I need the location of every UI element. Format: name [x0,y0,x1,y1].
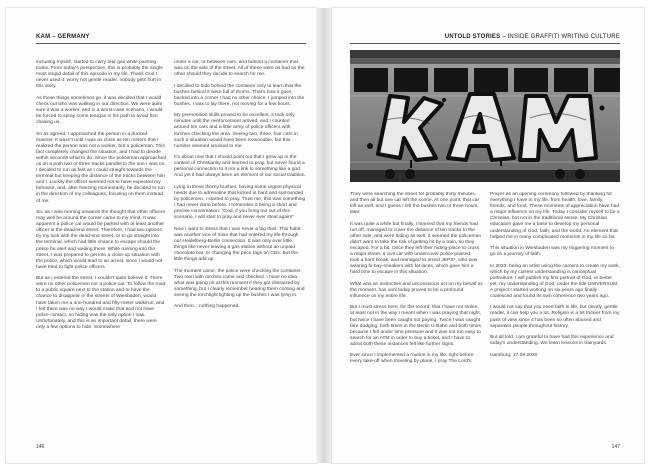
right-page-column-1 [350,192,482,436]
graffiti-train-photo [350,50,620,182]
paragraph: And then... nothing happened. [174,304,240,310]
paragraph: But all told, I am grateful to have had this experience and today's understanding. We learn lessons in trainyards. [490,335,614,347]
paragraph: It's about now that I should point out that I grew up in the context of Christianity and learned to pray, but never found a personal connection to it nor a link to something like a god. And yet it had always been an element of our social tradition. [174,155,306,179]
paragraph: I decided to hide behind the container only to learn that the bushes behind it were full of thorns. That's how it goes, backed into a corner I had no other choice. I jumped into the bushes. I was to lay there, not moving for a few hours. [174,83,305,107]
paragraph: So as agreed, I approached the person in a ducked manner. It wasn't until I was as close as ten meters that I realized the person was not a worker, but a policeman. This fact completely changed the situation, and I had to decide within seconds what to do. Since the policeman approached us on a path two or three tracks parallel to the one I was on, I decided to run as fast as I could straight towards the terminal but keeping the distance of the tracks between him and I. Luckily the officer seemed not to have expected my behavior, and, after freezing momentarily, he decided to run in the direction of my colleagues, focusing on them instead of me. [36,131,166,204]
paragraph: But I must stress here, for the record, that I have not stolen, at least not in the way I meant when I was praying that night, but twice I have been caught not paying. Twice I was caught fare dodging, both times in the Berlin U-Bahn and both times because I felt under time pressure and it was not too easy to search for an ATM in order to buy a ticket, and I have to admit both these instances felt like further signs. [350,305,482,347]
book-gutter [316,8,332,463]
right-page [332,8,644,463]
paragraph: This situation in Wiesbaden was my triggering moment to go on a journey of faith. [490,246,614,258]
paragraph: Lying in these thorny bushes, having some urgent physical needs due to adrenaline that kicked in hard and surrounded by policemen, I started to pray. Trust me, this was something I had never done before. I remember it being a short and precise conversation: "God, if you bring me out of this scenario, I will start to pray and never ever steal again!" [174,184,306,221]
page-number-right: 147 [611,444,620,450]
paragraph: Ever since I implemented a routine in my life, right before every take-off when traveling by plane, I pray The Lord's [350,353,474,365]
paragraph: including myself, started to carry tear gas while painting trains. From today's perspective, this is probably the single most stupid detail of this episode in my life. Thank God I never used it: worry not gentle reader, nobody gets hurt in this story. [36,60,163,90]
paragraph: It was quite a while but finally, I learned that my friends had run off, managed to cover the distance of ten tracks to the other side, and were hiding as well. It seemed the policeman didn't want to take the risk of getting hit by a train, so they escaped. For a bit. Once they left their hiding-place to cross a major street, a civil car with undercover police passed, took a hard break, and managed to arrest JEPS*, who was wearing hi-bay-sneakers with fat laces, which gave him a hard time to escape in this situation. [350,221,482,276]
paragraph: under a car, or between cars, and behind a container that was on the side of the street. All of these were as bad as the other should they decide to search for me. [174,60,305,78]
header-rule-left [36,43,306,44]
page-number-left: 146 [36,444,45,450]
paragraph: Prayer as an opening ceremony followed by thanking for everything I have in my life, from health, love, family, friends, and food. These moments of appreciation have had a major influence on my life. Today I consider myself to be a Christian, but not in the traditional sense. My Christian education gave me a base to develop my personal understanding of God, faith, and the world. An element that helped me in many complicated moments in my life so far. [490,192,620,240]
paragraph: But as I entered the street, I couldn't quite believe it. There were no other policemen nor a police-car. To follow the road to a public square next to the station and to have the chance to disappear in the streets of Wiesbaden, would have taken me a one-hundred and fifty-meter walk/run, and I felt there was no way I would make that and not have police contact, so hiding was the only option I saw. Unfortunately, and this is an important detail, there were only a few options to hide. Somewhere [36,276,166,330]
paragraph: The moment came, the police were checking the container. Two men with torches came and checked. I have no idea what was going on at this moment if they got distracted by something, but I clearly remember hearing them coming and seeing the torchlight lighting up the bushes I was lying in. [174,268,305,298]
left-page-column-2 [174,60,306,436]
paragraph: Now I want to stress that I was never a big thief. This habit was another vice of mine that had entered my life through our Heidelberg-Berlin connection. It was only ever little things like never leaving a gas station without an unpaid chocolate bar, or changing the price tags on CDs. But the little things add up. [174,226,301,263]
paragraph: My premonition skills proved to be excellent, it took only minutes until the reinforcement arrived, and I counted around ten cars and a little army of police officers with torches checking the area. Seeing two, three, four cars in such a situation would have been reasonable, but this number seemed unusual to me. [174,113,298,149]
left-page [6,8,316,463]
paragraph: As these things sometimes go, it was decided that I would check out who was walking in our direction. We were quite sure it was a worker, and in a worst-case scenario, I would be forced to spray some teargas in his path to avoid him chasing us. [36,95,163,126]
paragraph: So, as I was running onwards the thought that other officers may well be around the corner came to my mind. It was apparent a police car would be parked with at least another officer in the dead-end street. Therefore, I had two options: try my luck with the dead-end street, or to go straight into the terminal, which had little chance to escape should the police be alert and waiting there. While running into the street, I was prepared to get into a close-up situation with the police, which would lead to an arrest, since I would not have tried to fight police officers. [36,209,166,270]
paragraph: In 2020, being an artist using the camera to create my work, which by my current understanding is conceptual portraiture, I will publish my first portrait of God, or better yet, my understanding of God, under the title UNIVERSUM. A project I started working on six years ago finally coalesced and found its own coherence two years ago. [490,263,620,299]
paragraph: What was an instinctive and unconscious act on my behalf at the moment, has until today proved to be a profound influence on my entire life. [350,281,482,299]
graffiti-train-image [350,50,620,182]
paragraph: They were searching the street for probably thirty minutes, and then all but one car left the scene. At one point, that car left as well, and I guess I left the bushes two or three hours later. [350,192,480,216]
header-rule-right [350,43,620,44]
running-head-right [445,34,620,40]
series-title: UNTOLD STORIES [444,34,501,40]
series-subtitle: – INSIDE GRAFFITI WRITING CULTURE [500,34,620,40]
dateline: Hamburg, 17.08.2020 [490,352,538,358]
left-page-column-1 [36,60,166,436]
paragraph: I would not say that you need faith in life, but clearly, gentle reader, it can help you a lot. Religion is a bit trickier from my point of view since it has been so often abused and separates people throughout history. [490,305,620,329]
running-head-left: KAM – GERMANY [36,34,90,40]
right-page-column-2 [490,192,620,436]
